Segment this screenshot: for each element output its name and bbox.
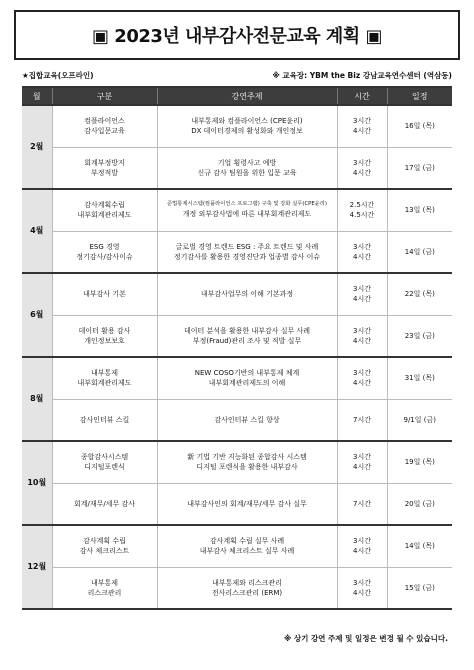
hours-cell-line: 2.5시간 [349, 201, 375, 210]
topic-cell-line: NEW COSO기반의 내부통제 체계 [194, 369, 300, 378]
schedule-table [22, 86, 452, 610]
category-cell [52, 315, 157, 357]
hours-cell [337, 273, 387, 315]
category-cell [52, 273, 157, 315]
date-cell: 14일 (금) [387, 231, 452, 273]
table-row [22, 441, 452, 483]
topic-cell-line: 내부감사업무의 이해 기본과정 [200, 290, 294, 299]
topic-cell-line: 전사리스크관리 (ERM) [211, 588, 283, 597]
hours-cell-line: 4시간 [353, 547, 371, 556]
date-cell: 31일 (목) [387, 357, 452, 399]
date-cell: 20일 (금) [387, 483, 452, 525]
category-cell [52, 147, 157, 189]
table-row [22, 357, 452, 399]
hours-cell [337, 357, 387, 399]
month-cell: 8월 [22, 357, 52, 441]
topic-cell [157, 231, 337, 273]
category-cell [52, 441, 157, 483]
category-cell [52, 399, 157, 441]
month-cell: 4월 [22, 189, 52, 273]
hours-cell-line: 4시간 [353, 588, 371, 597]
category-cell-line: 개인정보보호 [84, 336, 125, 345]
topic-cell [157, 399, 337, 441]
table-row [22, 525, 452, 567]
topic-cell-line: 감사계획 수립 실무 사례 [209, 537, 285, 546]
date-cell: 9/1일 (금) [387, 399, 452, 441]
topic-cell [157, 357, 337, 399]
header-hours: 시간 [337, 87, 387, 105]
hours-cell [337, 483, 387, 525]
topic-cell-line: 내부통제와 리스크관리 [212, 578, 282, 587]
category-cell-line: 내부통제 [90, 369, 119, 378]
category-cell [52, 189, 157, 231]
hours-cell [337, 399, 387, 441]
hours-cell-line: 4시간 [353, 463, 371, 472]
month-cell: 12월 [22, 525, 52, 609]
category-cell-line: 데이터 활용 감사 [78, 326, 131, 335]
hours-cell [337, 525, 387, 567]
date-cell: 15일 (금) [387, 567, 452, 609]
category-cell-line: 부정적발 [90, 168, 119, 177]
hours-cell-line: 3시간 [353, 158, 371, 167]
category-cell [52, 483, 157, 525]
topic-cell [157, 189, 337, 231]
category-cell-line: 내부회계관리제도 [77, 379, 132, 388]
topic-cell [157, 483, 337, 525]
hours-cell [337, 147, 387, 189]
topic-cell-line: 내부통제와 컴플라이언스 (CPE윤리) [191, 117, 303, 126]
date-cell: 17일 (금) [387, 147, 452, 189]
hours-cell-line: 3시간 [353, 369, 371, 378]
category-cell [52, 357, 157, 399]
header-date: 일정 [387, 87, 452, 105]
footnote: ※ 상기 강연 주제 및 일정은 변경 될 수 있습니다. [283, 634, 448, 643]
month-cell: 10월 [22, 441, 52, 525]
topic-cell-line: 글로벌 경영 트렌드 ESG : 주요 트렌드 및 사례 [175, 242, 319, 251]
topic-cell-line: 부정(Fraud)관리 조사 및 적발 실무 [192, 336, 302, 345]
table-row [22, 483, 452, 525]
table-row [22, 567, 452, 609]
date-cell: 19일 (목) [387, 441, 452, 483]
table-row [22, 315, 452, 357]
date-cell: 13일 (목) [387, 189, 452, 231]
hours-cell-line: 4시간 [353, 252, 371, 261]
hours-cell [337, 231, 387, 273]
category-cell-line: 감사계획 수립 [83, 537, 126, 546]
table-body [22, 105, 452, 609]
hours-cell [337, 189, 387, 231]
hours-cell [337, 441, 387, 483]
table-row [22, 231, 452, 273]
topic-cell-line: 내부감사인의 회계/재무/세무 감사 실무 [187, 499, 307, 508]
category-cell-line: 감사 체크리스트 [79, 547, 130, 556]
category-cell-line: 회계부정방지 [84, 158, 125, 167]
hours-cell [337, 105, 387, 147]
category-cell-line: 정기감사/감사이슈 [76, 252, 133, 261]
category-cell-line: 내부회계관리제도 [77, 211, 132, 220]
date-cell: 23일 (금) [387, 315, 452, 357]
header-category: 구분 [52, 87, 157, 105]
topic-cell-line: 감사인터뷰 스킬 향상 [214, 415, 280, 424]
table-row [22, 105, 452, 147]
topic-cell-line: 개정 외부감사법에 따른 내부회계관리제도 [182, 210, 312, 219]
course-type-note: ★집합교육(오프라인) [22, 71, 94, 80]
hours-cell-line: 3시간 [353, 285, 371, 294]
category-cell-line: 감사계획수립 [84, 201, 125, 210]
title-box [14, 10, 460, 60]
table-row [22, 399, 452, 441]
category-cell-line: 리스크관리 [87, 588, 122, 597]
category-cell [52, 105, 157, 147]
date-cell: 16일 (목) [387, 105, 452, 147]
topic-cell-line: 내부감사 체크리스트 실무 사례 [199, 547, 295, 556]
table-row [22, 189, 452, 231]
hours-cell-line: 7시간 [353, 499, 371, 508]
hours-cell-line: 3시간 [353, 117, 371, 126]
hours-cell [337, 567, 387, 609]
topic-cell-line: 데이터 분석을 활용한 내부감사 실무 사례 [183, 326, 311, 335]
topic-cell [157, 105, 337, 147]
category-cell-line: 컴플라이언스 [84, 117, 125, 126]
month-cell: 6월 [22, 273, 52, 357]
hours-cell-line: 4.5시간 [349, 211, 375, 220]
topic-cell-line: 신규 감사 팀원을 위한 입문 교육 [197, 168, 297, 177]
topic-cell [157, 273, 337, 315]
header-topic: 강연주제 [157, 87, 337, 105]
month-cell: 2월 [22, 105, 52, 189]
header-month: 월 [22, 87, 52, 105]
table-row [22, 147, 452, 189]
date-cell: 22일 (목) [387, 273, 452, 315]
hours-cell-line: 4시간 [353, 336, 371, 345]
hours-cell-line: 3시간 [353, 578, 371, 587]
hours-cell-line: 4시간 [353, 379, 371, 388]
category-cell [52, 525, 157, 567]
page-title: ▣ 2023년 내부감사전문교육 계획 ▣ [92, 26, 382, 47]
table-row [22, 273, 452, 315]
topic-cell-line: 내부회계관리제도의 이해 [208, 379, 286, 388]
category-cell-line: 내부통제 [90, 578, 119, 587]
topic-cell-line: 기업 횡령사고 예방 [217, 158, 277, 167]
topic-cell [157, 525, 337, 567]
topic-cell [157, 567, 337, 609]
topic-cell-line: 新 기법 기반 지능화된 종합감사 시스템 [187, 453, 307, 462]
hours-cell-line: 3시간 [353, 326, 371, 335]
topic-cell-line: 디지털 포렌식을 활용한 내부감사 [196, 463, 298, 472]
topic-cell [157, 315, 337, 357]
category-cell-line: 감사입문교육 [84, 127, 125, 136]
hours-cell-line: 4시간 [353, 127, 371, 136]
venue-note: ※ 교육장: YBM the Biz 강남교육연수센터 (역삼동) [272, 71, 452, 80]
hours-cell-line: 3시간 [353, 537, 371, 546]
category-cell-line: 디지털포렌식 [84, 463, 125, 472]
hours-cell-line: 3시간 [353, 242, 371, 251]
category-cell [52, 231, 157, 273]
category-cell-line: 감사인터뷰 스킬 [79, 415, 130, 424]
category-cell [52, 567, 157, 609]
topic-cell-line: DX 데이터경제의 활성화와 개인정보 [191, 127, 303, 136]
hours-cell-line: 3시간 [353, 453, 371, 462]
topic-cell-line: 정기감사를 활용한 경영진단과 업종별 감사 이슈 [173, 252, 321, 261]
topic-cell-line: 준법통제시스템(컴플라이언스 프로그램) 구축 및 강화 실무(CPE윤리) [167, 201, 327, 208]
table-header-row [22, 87, 452, 105]
category-cell-line: 회계/재무/세무 감사 [73, 499, 136, 508]
category-cell-line: 내부감사 기본 [83, 290, 126, 299]
topic-cell [157, 441, 337, 483]
hours-cell-line: 4시간 [353, 168, 371, 177]
hours-cell-line: 7시간 [353, 415, 371, 424]
category-cell-line: 종합감사시스템 [80, 453, 129, 462]
hours-cell [337, 315, 387, 357]
hours-cell-line: 4시간 [353, 295, 371, 304]
category-cell-line: ESG 경영 [89, 242, 120, 251]
topic-cell [157, 147, 337, 189]
date-cell: 14일 (목) [387, 525, 452, 567]
